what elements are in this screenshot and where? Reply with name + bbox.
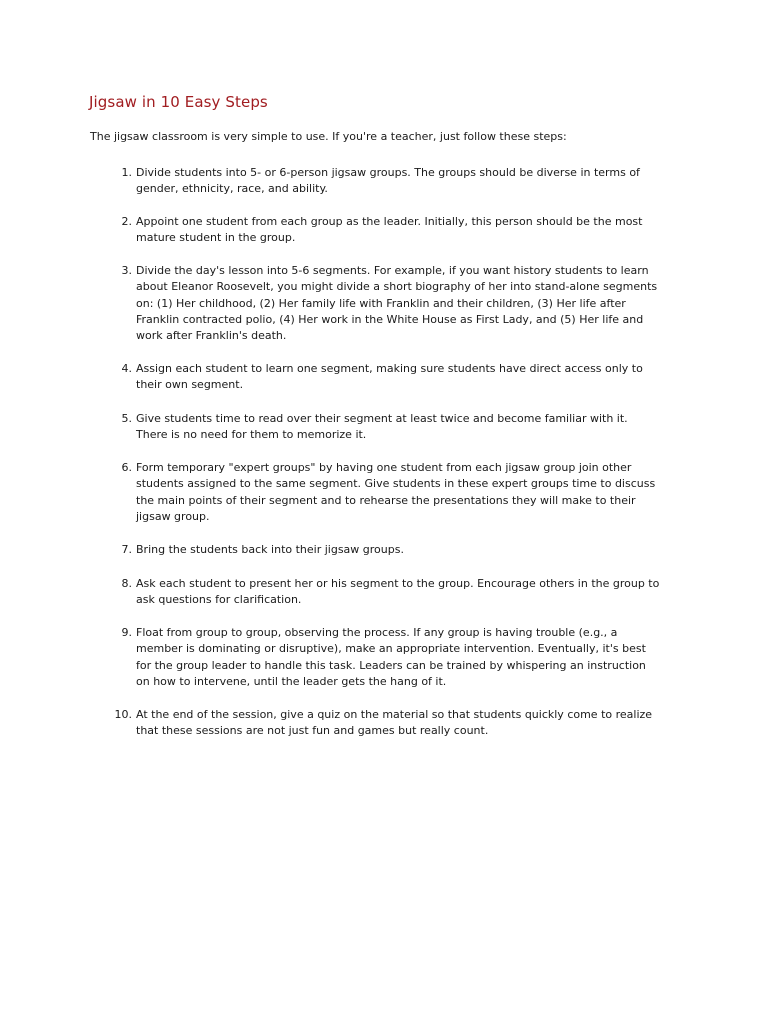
- list-item: [108, 625, 698, 690]
- step-line: ask questions for clarification.: [136, 593, 302, 607]
- step-line: gender, ethnicity, race, and ability.: [136, 182, 328, 196]
- step-line: There is no need for them to memorize it.: [136, 428, 367, 442]
- step-line: Divide the day's lesson into 5-6 segments. For example, if you want history students to learn: [136, 264, 649, 277]
- step-line: Float from group to group, observing the process. If any group is having trouble (e.g., a: [136, 626, 618, 639]
- step-line: At the end of the session, give a quiz on the material so that students quickly come to realize: [136, 708, 653, 721]
- step-line: students assigned to the same segment. Give students in these expert groups time to discuss: [136, 477, 656, 491]
- step-text: [136, 460, 681, 525]
- step-line: their own segment.: [136, 378, 244, 392]
- step-text: [136, 625, 681, 690]
- step-line: about Eleanor Roosevelt, you might divide a short biography of her into stand-alone segments: [136, 280, 658, 294]
- step-number: 6.: [121, 461, 132, 474]
- step-number: 4.: [121, 362, 132, 375]
- step-line: for the group leader to handle this task. Leaders can be trained by whispering an instruction: [136, 658, 646, 672]
- step-text: [136, 707, 681, 740]
- step-line: Divide students into 5- or 6-person jigsaw groups. The groups should be diverse in terms of: [136, 166, 640, 179]
- step-text: [136, 361, 681, 394]
- step-text: [136, 165, 681, 198]
- step-line: on how to intervene, until the leader gets the hang of it.: [136, 674, 447, 688]
- step-line: jigsaw group.: [136, 509, 210, 523]
- step-number: 1.: [121, 166, 132, 179]
- step-number: 3.: [121, 264, 132, 277]
- step-number: 2.: [121, 215, 132, 228]
- list-item: [108, 542, 698, 558]
- list-item: [108, 263, 698, 344]
- document-title: Jigsaw in 10 Easy Steps: [89, 93, 268, 111]
- intro-paragraph: The jigsaw classroom is very simple to use. If you're a teacher, just follow these steps:: [90, 130, 567, 143]
- step-line: work after Franklin's death.: [136, 329, 287, 343]
- step-line: on: (1) Her childhood, (2) Her family life with Franklin and their children, (3) Her life after: [136, 296, 626, 310]
- step-text: [136, 411, 681, 444]
- step-text: [136, 542, 681, 558]
- list-item: [108, 460, 698, 525]
- list-item: [108, 707, 698, 740]
- step-line: Ask each student to present her or his segment to the group. Encourage others in the group to: [136, 577, 660, 590]
- step-number: 8.: [121, 577, 132, 590]
- step-number: 10.: [114, 708, 132, 721]
- step-line: Franklin contracted polio, (4) Her work in the White House as First Lady, and (5) Her life and: [136, 312, 644, 326]
- list-item: [108, 214, 698, 247]
- step-line: Bring the students back into their jigsaw groups.: [136, 543, 404, 556]
- step-number: 7.: [121, 543, 132, 556]
- list-item: [108, 576, 698, 609]
- step-line: the main points of their segment and to rehearse the presentations they will make to their: [136, 493, 636, 507]
- step-text: [136, 214, 681, 247]
- list-item: [108, 361, 698, 394]
- step-number: 9.: [121, 626, 132, 639]
- step-line: member is dominating or disruptive), make an appropriate intervention. Eventually, it's best: [136, 642, 646, 656]
- step-line: Assign each student to learn one segment, making sure students have direct access only to: [136, 362, 643, 375]
- step-text: [136, 263, 681, 344]
- step-line: Appoint one student from each group as the leader. Initially, this person should be the most: [136, 215, 643, 228]
- list-item: [108, 165, 698, 198]
- step-line: mature student in the group.: [136, 231, 296, 245]
- step-line: Give students time to read over their segment at least twice and become familiar with it.: [136, 412, 628, 425]
- step-line: Form temporary "expert groups" by having one student from each jigsaw group join other: [136, 461, 632, 474]
- step-number: 5.: [121, 412, 132, 425]
- list-item: [108, 411, 698, 444]
- step-text: [136, 576, 681, 609]
- step-line: that these sessions are not just fun and games but really count.: [136, 724, 489, 738]
